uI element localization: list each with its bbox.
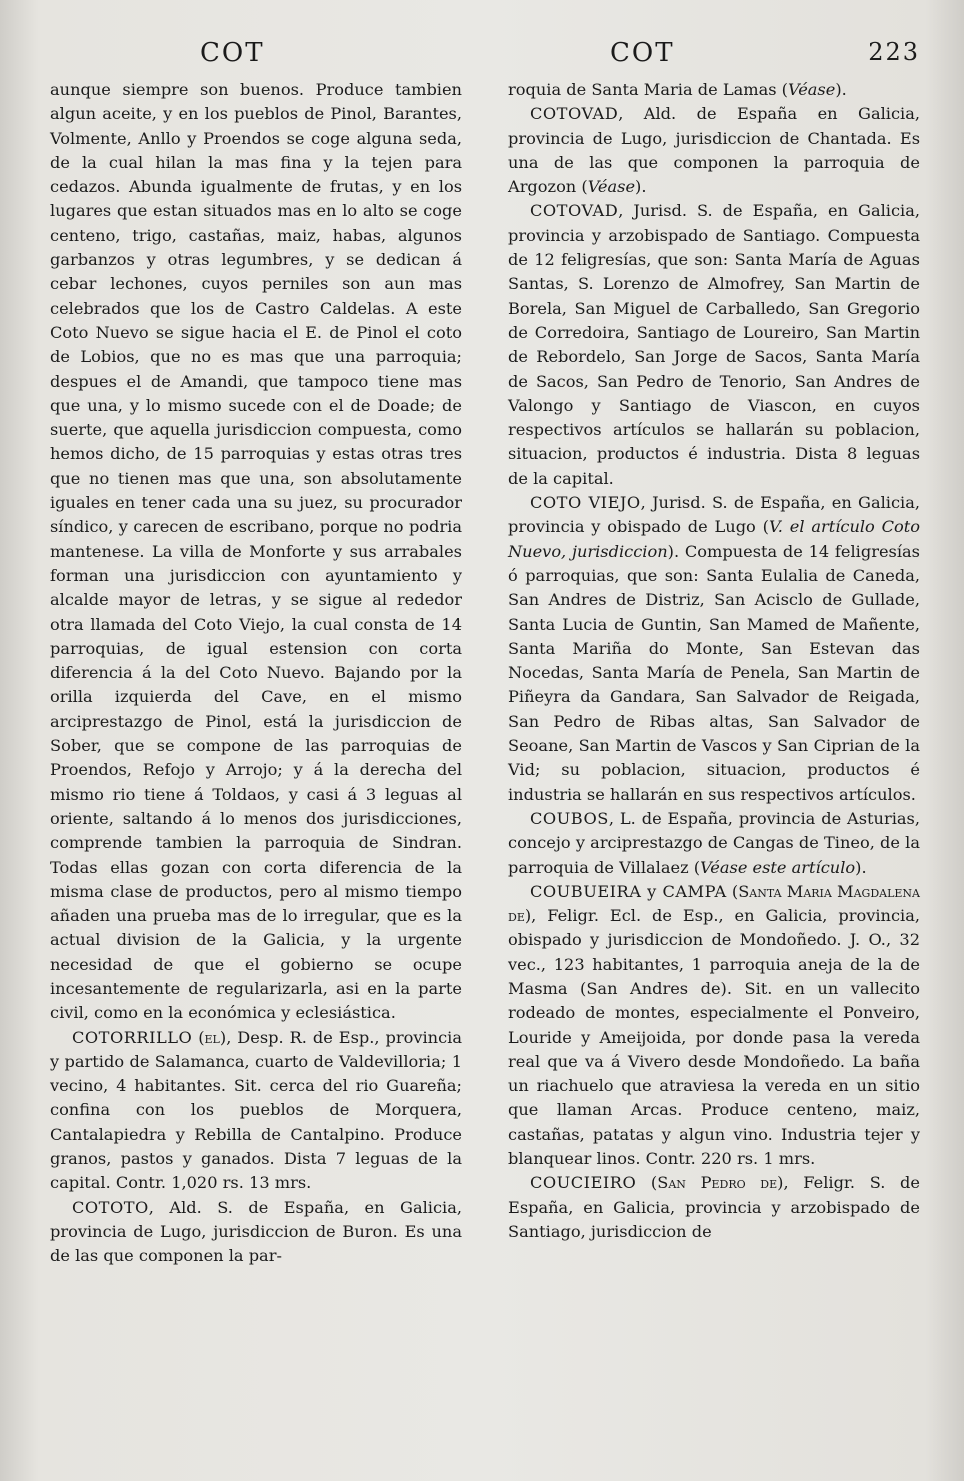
text-paragraph xyxy=(508,78,920,102)
text-columns xyxy=(50,78,920,1269)
entry-text: , Feligr. Ecl. de Esp., en Galicia, provincia, obispado y jurisdiccion de Mondoñedo. J. O., 32 vec., 123 habitantes, 1 parroquia aneja de la de Masma (San Andres de). Sit. en un vallecito rodeado de montes, especialmente el Ponveiro, Louride y Ameijoida, por donde pasa la vereda real que va á Vivero desde Mondoñedo. La baña un riachuelo que atraviesa la vereda en un sitio que llaman Arcas. Produce centeno, maiz, castañas, patatas y algun vino. Industria tejer y blanquear linos. Contr. 220 rs. 1 mrs. xyxy=(508,906,920,1169)
entry-text-tail: ). xyxy=(855,857,867,877)
cross-reference: Véase xyxy=(587,177,636,197)
dictionary-entry xyxy=(50,1026,462,1196)
dictionary-entry xyxy=(508,102,920,199)
entry-headword: COTOVAD xyxy=(530,104,619,124)
dictionary-entry xyxy=(508,1171,920,1244)
entry-headword: COTOVAD xyxy=(530,201,619,221)
page-header xyxy=(50,38,920,78)
entry-headword: COTORRILLO xyxy=(72,1027,193,1047)
entry-headword: COTOTO xyxy=(72,1197,149,1217)
entry-text: aunque siempre son buenos. Produce tambien algun aceite, y en los pueblos de Pinol, Barantes, Volmente, Anllo y Proendos se coge alguna seda, de la cual hilan la mas fina y la tejen para cedazos. Abunda igualmente de frutas, y en los lugares que estan situados mas en lo alto se coge centeno, trigo, castañas, maiz, habas, algunos garbanzos y otras legumbres, y se dedican á cebar lechones, cuyos perniles son aun mas celebrados que los de Castro Caldelas. A este Coto Nuevo se sigue hacia el E. de Pinol el coto de Lobios, que no es mas que una parroquia; despues el de Amandi, que tampoco tiene mas que una, y lo mismo sucede con el de Doade; de suerte, que aquella jurisdiccion compuesta, como hemos dicho, de 15 parroquias y estas otras tres que no tienen mas que una, son absolutamente iguales en tener cada una su juez, su procurador síndico, y carecen de escribano, porque no podria mantenese. La villa de Monforte y sus arrabales forman una jurisdiccion con ayuntamiento y alcalde mayor de letras, y se sigue al rededor otra llamada del Coto Viejo, la cual consta de 14 parroquias, de igual estension con corta diferencia á la del Coto Nuevo. Bajando por la orilla izquierda del Cave, en el mismo arciprestazgo de Pinol, está la jurisdiccion de Sober, que se compone de las parroquias de Proendos, Refojo y Arrojo; y á la derecha del mismo rio tiene á Toldaos, y casi á 3 leguas al oriente, saltando á lo menos dos jurisdicciones, comprende tambien la parroquia de Sindran. Todas ellas gozan con corta diferencia de la misma clase de productos, pero al mismo tiempo añaden una prueba mas de lo irregular, que es la actual division de la Galicia, y la urgente necesidad de que el gobierno se ocupe incesantemente de regularizarla, asi en la parte civil, como en la económica y eclesiástica. xyxy=(50,80,462,1023)
dictionary-entry xyxy=(508,491,920,807)
dictionary-entry xyxy=(50,1196,462,1269)
cross-reference: V. el artículo Coto Nuevo, jurisdiccion xyxy=(508,517,920,561)
running-head-right: COT xyxy=(610,38,675,68)
entry-text: , Jurisd. S. de España, en Galicia, provincia y obispado de Lugo ( xyxy=(508,493,920,537)
headword-qualifier: (el) xyxy=(192,1027,227,1047)
entry-text-tail: ). xyxy=(635,177,647,197)
entry-headword: COUBUEIRA y CAMPA xyxy=(530,881,727,901)
dictionary-entry xyxy=(508,807,920,880)
entry-text: , Feligr. S. de España, en Galicia, provincia y arzobispado de Santiago, jurisdiccion de xyxy=(508,1173,920,1241)
entry-headword: COUBOS xyxy=(530,808,609,828)
right-column xyxy=(508,78,920,1269)
headword-qualifier: (Santa Maria Magdalena de) xyxy=(508,881,920,926)
entry-text: , Ald. S. de España, en Galicia, provincia de Lugo, jurisdiccion de Buron. Es una de las que componen la par- xyxy=(50,1197,462,1266)
entry-text-tail: ). xyxy=(835,80,847,99)
dictionary-entry xyxy=(508,199,920,491)
entry-headword: COUCIEIRO xyxy=(530,1173,637,1193)
page-number: 223 xyxy=(868,38,920,66)
entry-text: , Desp. R. de Esp., provincia y partido de Salamanca, cuarto de Valdevilloria; 1 vecino, 4 habitantes. Sit. cerca del rio Guareña; confina con los pueblos de Morquera, Cantalapiedra y Rebilla de Cantalpino. Produce granos, pastos y ganados. Dista 7 leguas de la capital. Contr. 1,020 rs. 13 mrs. xyxy=(50,1027,462,1193)
entry-text: , L. de España, provincia de Asturias, concejo y arciprestazgo de Cangas de Tineo, de la parroquia de Villalaez ( xyxy=(508,808,920,877)
entry-text: , Ald. de España en Galicia, provincia de Lugo, jurisdiccion de Chantada. Es una de las que componen la parroquia de Argozon ( xyxy=(508,104,920,197)
headword-qualifier: (San Pedro de) xyxy=(636,1173,784,1193)
cross-reference: Véase xyxy=(788,80,836,99)
entry-text: roquia de Santa Maria de Lamas ( xyxy=(508,80,788,99)
left-column xyxy=(50,78,462,1269)
entry-text: , Jurisd. S. de España, en Galicia, provincia y arzobispado de Santiago. Compuesta de 12 feligresías, que son: Santa María de Aguas Santas, S. Lorenzo de Almofrey, San Martin de Borela, San Miguel de Carballedo, San Gregorio de Corredoira, Santiago de Loureiro, San Martin de Rebordelo, San Jorge de Sacos, Santa María de Sacos, San Pedro de Tenorio, San Andres de Valongo y Santiago de Viascon, en cuyos respectivos artículos se hallarán su poblacion, situacion, productos é industria. Dista 8 leguas de la capital. xyxy=(508,201,920,488)
cross-reference: Véase este artículo xyxy=(700,857,856,877)
text-paragraph xyxy=(50,78,462,1026)
dictionary-entry xyxy=(508,880,920,1172)
entry-headword: COTO VIEJO xyxy=(530,493,641,513)
entry-text-tail: ). Compuesta de 14 feligresías ó parroquias, que son: Santa Eulalia de Caneda, San Andres de Distriz, San Acisclo de Gullade, Santa Lucia de Guntin, San Mamed de Mañente, Santa Mariña do Monte, San Estevan das Nocedas, Santa María de Penela, San Martin de Piñeyra da Gandara, San Salvador de Reigada, San Pedro de Ribas altas, San Salvador de Seoane, San Martin de Vascos y San Ciprian de la Vid; su poblacion, situacion, productos é industria se hallarán en sus respectivos artículos. xyxy=(508,541,920,804)
running-head-left: COT xyxy=(200,38,265,68)
